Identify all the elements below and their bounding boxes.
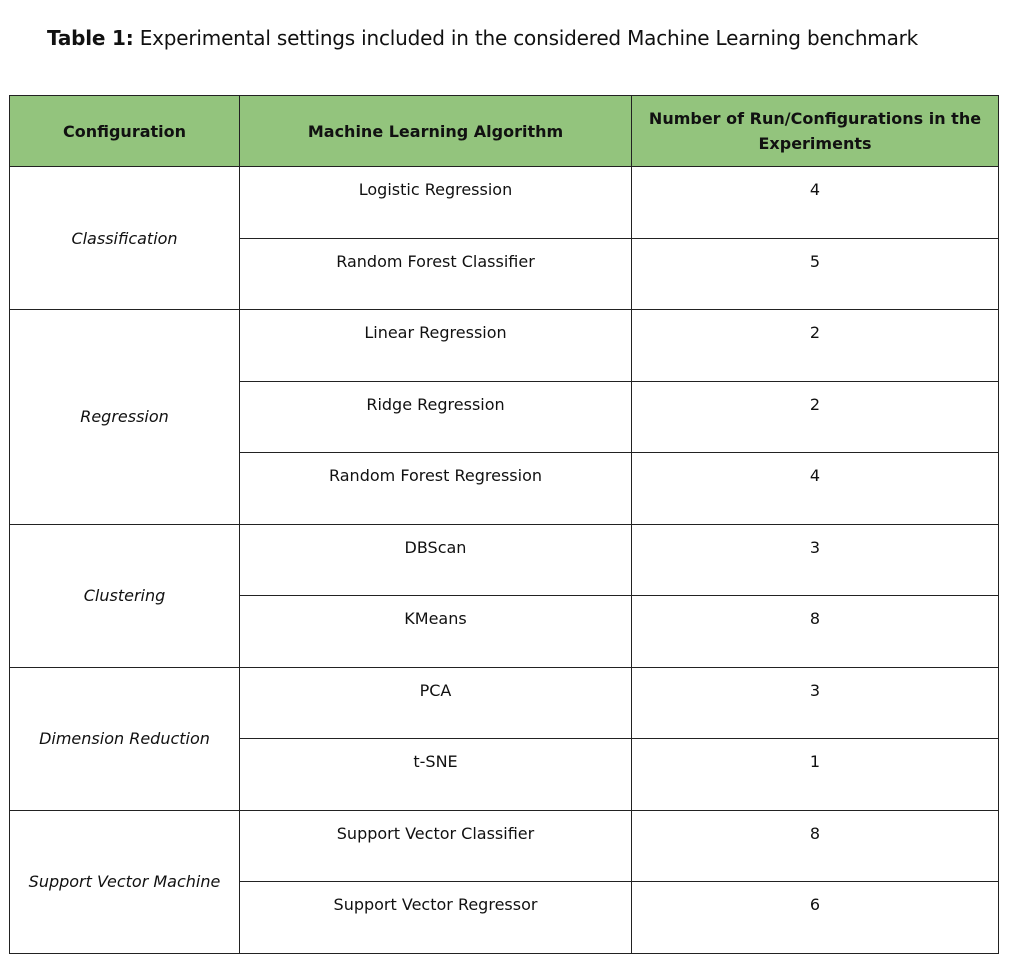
header-runs-line2: Experiments (758, 134, 872, 153)
runs-cell: 4 (632, 453, 999, 525)
header-algorithm: Machine Learning Algorithm (240, 96, 632, 167)
configuration-cell: Support Vector Machine (10, 810, 240, 953)
table-row (10, 667, 999, 739)
runs-cell: 3 (632, 524, 999, 596)
algorithm-cell: Ridge Regression (240, 381, 632, 453)
runs-cell: 2 (632, 310, 999, 382)
table-caption (47, 24, 918, 52)
header-runs (632, 96, 999, 167)
runs-cell: 1 (632, 739, 999, 811)
runs-cell: 3 (632, 667, 999, 739)
caption-label: Table 1: (47, 26, 134, 50)
runs-cell: 8 (632, 596, 999, 668)
benchmark-table (9, 95, 999, 954)
algorithm-cell: PCA (240, 667, 632, 739)
configuration-cell: Classification (10, 167, 240, 310)
runs-cell: 8 (632, 810, 999, 882)
configuration-cell: Regression (10, 310, 240, 525)
header-runs-line1: Number of Run/Configurations in the (648, 109, 982, 128)
algorithm-cell: KMeans (240, 596, 632, 668)
runs-cell: 6 (632, 882, 999, 954)
table-body (10, 167, 999, 954)
algorithm-cell: Support Vector Regressor (240, 882, 632, 954)
algorithm-cell: Support Vector Classifier (240, 810, 632, 882)
table-row (10, 810, 999, 882)
algorithm-cell: Random Forest Regression (240, 453, 632, 525)
algorithm-cell: Random Forest Classifier (240, 238, 632, 310)
table-row (10, 167, 999, 239)
algorithm-cell: Linear Regression (240, 310, 632, 382)
table-row (10, 524, 999, 596)
configuration-cell: Dimension Reduction (10, 667, 240, 810)
runs-cell: 5 (632, 238, 999, 310)
runs-cell: 2 (632, 381, 999, 453)
algorithm-cell: Logistic Regression (240, 167, 632, 239)
table-row (10, 310, 999, 382)
algorithm-cell: DBScan (240, 524, 632, 596)
configuration-cell: Clustering (10, 524, 240, 667)
caption-text: Experimental settings included in the considered Machine Learning benchmark (133, 26, 919, 50)
algorithm-cell: t-SNE (240, 739, 632, 811)
header-configuration: Configuration (10, 96, 240, 167)
table-header-row (10, 96, 999, 167)
runs-cell: 4 (632, 167, 999, 239)
